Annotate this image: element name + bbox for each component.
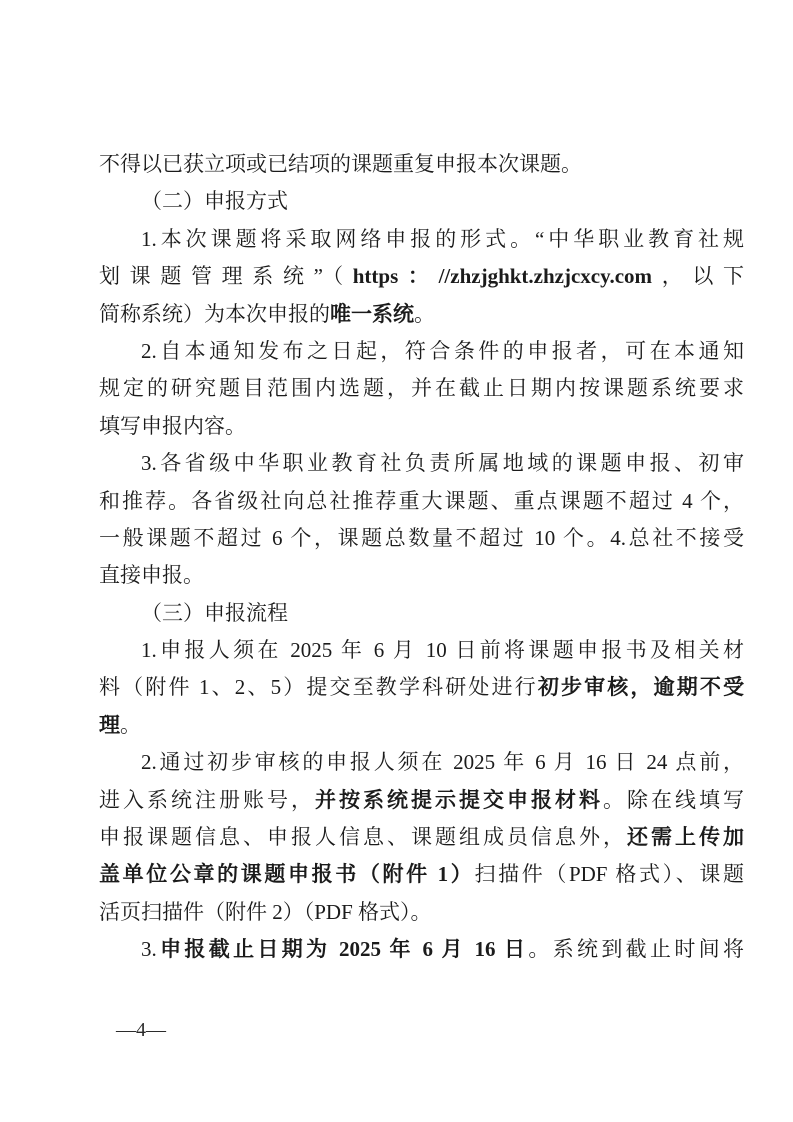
- text-line: [99, 333, 744, 370]
- text-line: [99, 632, 744, 669]
- page-number: —4—: [116, 1019, 166, 1041]
- text-segment: 。: [414, 301, 435, 326]
- bold-text-segment: 唯一系统: [330, 301, 414, 326]
- text-line: [99, 819, 744, 856]
- text-segment: 划课题管理系统”（: [99, 264, 353, 289]
- text-segment: 简称系统）为本次申报的: [99, 301, 330, 326]
- text-segment: （三）申报流程: [141, 600, 288, 625]
- url-text: https：//zhzjghkt.zhzjcxcy.com: [352, 264, 653, 289]
- text-line: [99, 856, 744, 893]
- text-segment: 扫描件（PDF 格式）、课题: [474, 862, 744, 887]
- text-line: [99, 296, 744, 333]
- text-segment: 进入系统注册账号，: [99, 787, 315, 812]
- text-line: [99, 557, 744, 594]
- text-segment: ，以下: [652, 264, 745, 289]
- text-segment: 规定的研究题目范围内选题，并在截止日期内按课题系统要求: [99, 376, 744, 401]
- text-line: [99, 744, 744, 781]
- bold-text-segment: 还需上传加: [627, 825, 744, 850]
- text-line: [99, 669, 744, 706]
- text-line: [99, 595, 744, 632]
- text-line: [99, 445, 744, 482]
- text-segment: 填写申报内容。: [99, 413, 246, 438]
- text-line: [99, 370, 744, 407]
- text-line: [99, 782, 744, 819]
- text-line: [99, 221, 744, 258]
- text-segment: 2.自本通知发布之日起，符合条件的申报者，可在本通知: [141, 338, 744, 363]
- text-segment: 3.各省级中华职业教育社负责所属地域的课题申报、初审: [141, 451, 744, 476]
- text-segment: 活页扫描件（附件 2）（PDF 格式）。: [99, 899, 432, 924]
- text-line: [99, 258, 744, 295]
- text-line: [99, 520, 744, 557]
- text-segment: 不得以已获立项或已结项的课题重复申报本次课题。: [99, 152, 582, 176]
- text-line: [99, 931, 744, 968]
- text-segment: 一般课题不超过 6 个，课题总数量不超过 10 个。4.总社不接受: [99, 525, 744, 550]
- text-segment: 申报课题信息、申报人信息、课题组成员信息外，: [99, 825, 627, 850]
- text-line: [99, 146, 744, 183]
- bold-text-segment: 理: [99, 712, 120, 737]
- text-segment: 。: [120, 712, 141, 737]
- text-line: [99, 183, 744, 220]
- text-segment: 1.本次课题将采取网络申报的形式。“中华职业教育社规: [141, 226, 744, 251]
- bold-text-segment: 初步审核，逾期不受: [537, 675, 744, 700]
- text-line: [99, 408, 744, 445]
- text-segment: 直接申报。: [99, 563, 204, 588]
- text-segment: 3.: [141, 937, 157, 962]
- bold-text-segment: 并按系统提示提交申报材料: [315, 787, 603, 812]
- bold-text-segment: 盖单位公章的课题申报书（附件 1）: [99, 862, 475, 887]
- document-body: [99, 146, 744, 969]
- bold-text-segment: 申报截止日期为 2025 年 6 月 16 日: [156, 937, 529, 962]
- text-segment: 2.通过初步审核的申报人须在 2025 年 6 月 16 日 24 点前，: [141, 750, 744, 775]
- text-segment: 1.申报人须在 2025 年 6 月 10 日前将课题申报书及相关材: [141, 638, 744, 663]
- text-segment: （二）申报方式: [141, 189, 288, 214]
- text-segment: 和推荐。各省级社向总社推荐重大课题、重点课题不超过 4 个，: [99, 488, 744, 513]
- text-segment: 。系统到截止时间将: [528, 937, 744, 962]
- text-line: [99, 707, 744, 744]
- text-line: [99, 483, 744, 520]
- text-segment: 料（附件 1、2、5）提交至教学科研处进行: [99, 675, 538, 700]
- text-segment: 。除在线填写: [603, 787, 744, 812]
- text-line: [99, 894, 744, 931]
